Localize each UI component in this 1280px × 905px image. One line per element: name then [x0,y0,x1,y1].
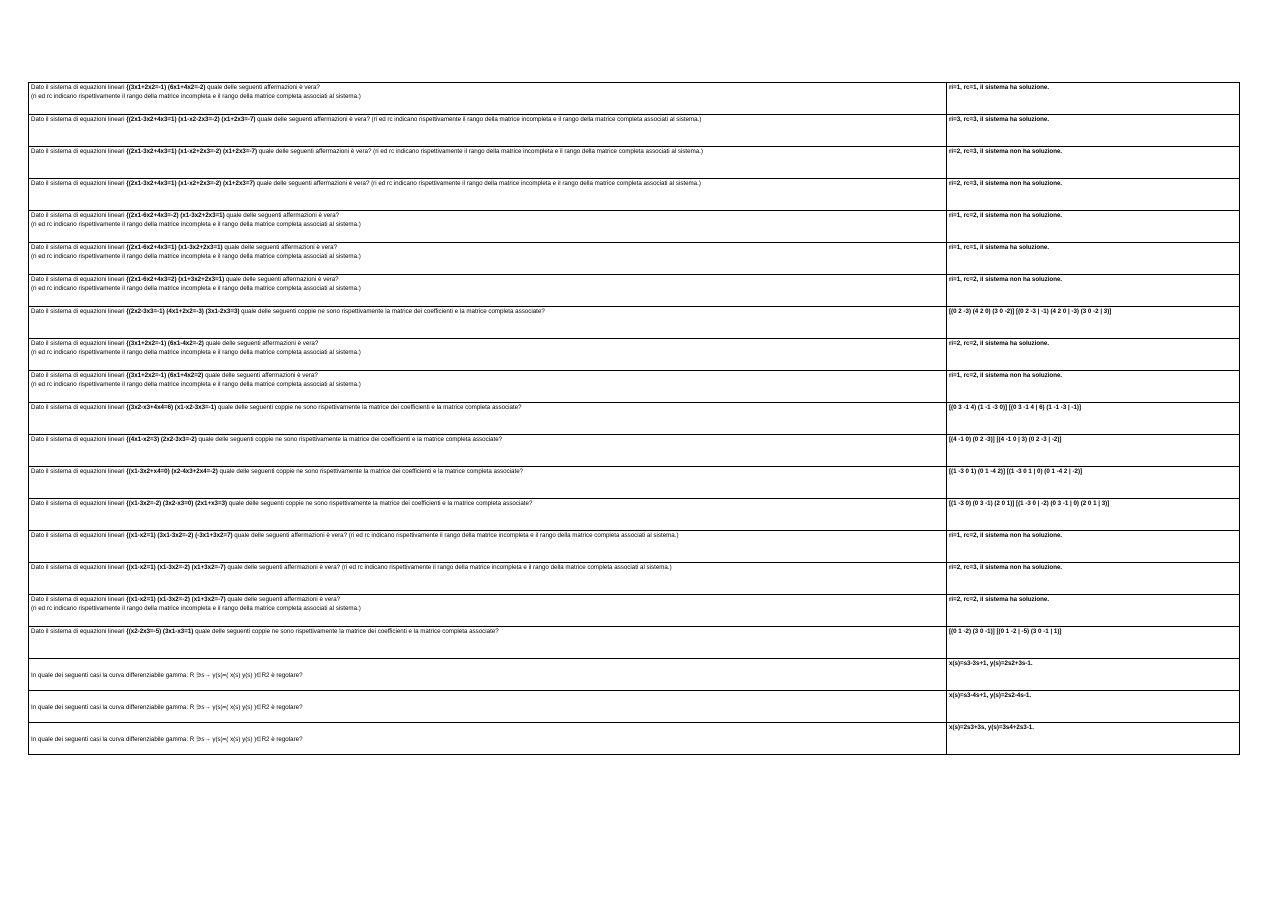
answer-cell[interactable] [947,339,1240,371]
answer-text: ri=2, rc=3, il sistema non ha soluzione. [949,180,1063,187]
answer-text: [(1 -3 0 1) (0 1 -4 2)] [(1 -3 0 1 | 0) (0 1 -4 2 | -2)] [949,468,1083,475]
question-text: Dato il sistema di equazioni lineari [31,628,127,635]
question-text: Dato il sistema di equazioni lineari [31,500,127,507]
question-text: quale delle seguenti affermazioni è vera? [225,596,341,603]
question-text: quale delle seguenti affermazioni è vera? (ri ed rc indicano rispettivamente il rango della matrice incompleta e il rango della matrice completa associati al sistema.) [255,116,702,123]
table-body [29,83,1240,755]
question-line [31,736,944,745]
answer-text: ri=1, rc=1, il sistema ha soluzione. [949,244,1050,251]
question-line [31,349,944,358]
answer-cell[interactable] [947,435,1240,467]
question-text: quale delle seguenti coppie ne sono rispettivamente la matrice dei coefficienti e la matrice completa associate? [193,628,499,635]
equation-system-text: {(2x2-3x3=-1) (4x1+2x2=-3) (3x1-2x3=3) [126,308,240,315]
question-cell[interactable] [29,243,947,275]
question-cell[interactable] [29,179,947,211]
answer-text: [(0 3 -1 4) (1 -1 -3 0)] [(0 3 -1 4 | 6) (1 -1 -3 | -1)] [949,404,1082,411]
question-text: Dato il sistema di equazioni lineari [31,116,127,123]
question-text: Dato il sistema di equazioni lineari [31,308,127,315]
question-cell[interactable] [29,563,947,595]
answer-text: [(1 -3 0) (0 3 -1) (2 0 1)] [(1 -3 0 | -2) (0 3 -1 | 0) (2 0 1 | 3)] [949,500,1110,507]
answer-cell[interactable] [947,147,1240,179]
question-line [31,84,944,93]
answer-cell[interactable] [947,115,1240,147]
question-text: Dato il sistema di equazioni lineari [31,244,127,251]
question-line [31,564,944,573]
answer-text: ri=2, rc=3, il sistema non ha soluzione. [949,148,1063,155]
question-cell[interactable] [29,723,947,755]
answer-text: ri=1, rc=2, il sistema non ha soluzione. [949,276,1063,283]
question-line [31,244,944,253]
equation-system-text: {(3x1+2x2=-1) (6x1+4x2=-2) [126,84,206,91]
equation-system-text: {(3x1+2x2=-1) (6x1-4x2=-2) [126,340,204,347]
table-row [29,691,1240,723]
question-line [31,532,944,541]
question-cell[interactable] [29,275,947,307]
question-line [31,221,944,230]
question-text: quale delle seguenti coppie ne sono rispettivamente la matrice dei coefficienti e la matrice completa associate? [227,500,533,507]
question-cell[interactable] [29,467,947,499]
question-line [31,404,944,413]
question-line [31,672,944,681]
table-row [29,115,1240,147]
question-text: (ri ed rc indicano rispettivamente il rango della matrice incompleta e il rango della matrice completa associati al sistema.) [31,252,361,260]
answer-cell[interactable] [947,371,1240,403]
answer-text: ri=1, rc=2, il sistema non ha soluzione. [949,532,1063,539]
question-text: quale delle seguenti affermazioni è vera? (ri ed rc indicano rispettivamente il rango della matrice incompleta e il rango della matrice completa associati al sistema.) [232,532,679,539]
answer-text: ri=2, rc=2, il sistema ha soluzione. [949,340,1050,347]
table-row [29,435,1240,467]
question-cell[interactable] [29,403,947,435]
table-row [29,211,1240,243]
question-text: Dato il sistema di equazioni lineari [31,340,127,347]
answer-text: x(s)=2s3+3s, y(s)=3s4+2s3-1. [949,724,1034,731]
table-row [29,83,1240,115]
question-text: quale delle seguenti coppie ne sono rispettivamente la matrice dei coefficienti e la matrice completa associate? [216,404,522,411]
answer-text: ri=1, rc=2, il sistema non ha soluzione. [949,212,1063,219]
question-text: quale delle seguenti affermazioni è vera? (ri ed rc indicano rispettivamente il rango della matrice incompleta e il rango della matrice completa associati al sistema.) [225,564,672,571]
answer-text: [(4 -1 0) (0 2 -3)] [(4 -1 0 | 3) (0 2 -3 | -2)] [949,436,1062,443]
question-text: Dato il sistema di equazioni lineari [31,596,127,603]
answer-cell[interactable] [947,211,1240,243]
equation-system-text: {(x1-x2=1) (x1-3x2=-2) (x1+3x2=-7) [126,564,226,571]
answer-cell[interactable] [947,531,1240,563]
table-row [29,531,1240,563]
equation-system-text: {(x1-x2=1) (x1-3x2=-2) (x1+3x2=-7) [126,596,226,603]
question-text: (ri ed rc indicano rispettivamente il rango della matrice incompleta e il rango della matrice completa associati al sistema.) [31,604,361,612]
question-text: Dato il sistema di equazioni lineari [31,180,127,187]
question-text: In quale dei seguenti casi la curva differenziabile gamma: R ∋s→ γ(s)=( x(s) y(s) )∈R2 è regolare? [31,672,303,680]
question-text: quale delle seguenti affermazioni è vera? [222,244,338,251]
question-text: quale delle seguenti affermazioni è vera? [205,84,320,91]
question-text: Dato il sistema di equazioni lineari [31,436,127,443]
answer-text: ri=1, rc=1, il sistema ha soluzione. [949,84,1050,91]
question-text: quale delle seguenti coppie ne sono rispettivamente la matrice dei coefficienti e la matrice completa associate? [217,468,524,475]
question-cell[interactable] [29,659,947,691]
equation-system-text: {(4x1-x2=3) (2x2-3x3=-2) [126,436,197,443]
question-line [31,500,944,509]
question-line [31,596,944,605]
question-text: Dato il sistema di equazioni lineari [31,148,127,155]
answer-text: [(0 2 -3) (4 2 0) (3 0 -2)] [(0 2 -3 | -1) (4 2 0 | -3) (3 0 -2 | 3)] [949,308,1112,315]
equation-system-text: {(x2-2x3=-5) (3x1-x3=1) [126,628,194,635]
question-text: Dato il sistema di equazioni lineari [31,84,127,91]
table-row [29,723,1240,755]
answer-cell[interactable] [947,499,1240,531]
answer-cell[interactable] [947,243,1240,275]
question-text: Dato il sistema di equazioni lineari [31,468,127,475]
table-row [29,371,1240,403]
table-row [29,563,1240,595]
question-text: quale delle seguenti coppie ne sono rispettivamente la matrice dei coefficienti e la matrice completa associate? [196,436,503,443]
question-text: (ri ed rc indicano rispettivamente il rango della matrice incompleta e il rango della matrice completa associati al sistema.) [31,348,361,356]
equation-system-text: {(2x1-3x2+4x3=1) (x1-x2+2x3=-2) (x1+2x3=7) [126,180,255,187]
question-text: quale delle seguenti affermazioni è vera? (ri ed rc indicano rispettivamente il rango della matrice incompleta e il rango della matrice completa associati al sistema.) [254,180,701,187]
question-text: Dato il sistema di equazioni lineari [31,372,127,379]
question-line [31,340,944,349]
answer-cell[interactable] [947,307,1240,339]
question-cell[interactable] [29,115,947,147]
table-row [29,243,1240,275]
question-line [31,212,944,221]
question-line [31,180,944,189]
question-text: quale delle seguenti coppie ne sono rispettivamente la matrice dei coefficienti e la matrice completa associate? [239,308,545,315]
answer-cell[interactable] [947,403,1240,435]
equation-system-text: {(2x1-6x2+4x3=-2) (x1-3x2+2x3=1) [126,212,225,219]
table-row [29,339,1240,371]
question-line [31,704,944,713]
question-text: (ri ed rc indicano rispettivamente il rango della matrice incompleta e il rango della matrice completa associati al sistema.) [31,220,361,228]
question-line [31,308,944,317]
question-cell[interactable] [29,691,947,723]
table-row [29,499,1240,531]
question-line [31,372,944,381]
question-cell[interactable] [29,371,947,403]
answer-cell[interactable] [947,467,1240,499]
question-cell[interactable] [29,307,947,339]
question-cell[interactable] [29,499,947,531]
answer-text: ri=2, rc=2, il sistema ha soluzione. [949,596,1050,603]
question-line [31,276,944,285]
question-line [31,285,944,294]
answer-text: [(0 1 -2) (3 0 -1)] [(0 1 -2 | -5) (3 0 -1 | 1)] [949,628,1062,635]
answer-cell[interactable] [947,275,1240,307]
question-line [31,93,944,102]
question-cell[interactable] [29,627,947,659]
table-row [29,275,1240,307]
answer-text: x(s)=s3-3s+1, y(s)=2s2+3s-1. [949,660,1033,667]
question-cell[interactable] [29,147,947,179]
table-row [29,307,1240,339]
question-text: (ri ed rc indicano rispettivamente il rango della matrice incompleta e il rango della matrice completa associati al sistema.) [31,92,361,100]
question-cell[interactable] [29,211,947,243]
table-row [29,659,1240,691]
question-line [31,468,944,477]
question-cell[interactable] [29,595,947,627]
equation-system-text: {(2x1-6x2+4x3=2) (x1+3x2+2x3=1) [126,276,225,283]
question-text: Dato il sistema di equazioni lineari [31,404,127,411]
question-text: quale delle seguenti affermazioni è vera? [203,340,319,347]
question-text: (ri ed rc indicano rispettivamente il rango della matrice incompleta e il rango della matrice completa associati al sistema.) [31,284,361,292]
equation-system-text: {(2x1-3x2+4x3=1) (x1-x2+2x3=-2) (x1+2x3=-7) [126,148,258,155]
question-line [31,116,944,125]
question-cell[interactable] [29,83,947,115]
table-row [29,147,1240,179]
table-row [29,403,1240,435]
answer-text: ri=2, rc=3, il sistema non ha soluzione. [949,564,1063,571]
table-row [29,627,1240,659]
question-text: quale delle seguenti affermazioni è vera? (ri ed rc indicano rispettivamente il rango della matrice incompleta e il rango della matrice completa associati al sistema.) [257,148,703,155]
equation-system-text: {(x1-x2=1) (3x1-3x2=-2) (-3x1+3x2=7) [126,532,233,539]
question-line [31,148,944,157]
answer-cell[interactable] [947,179,1240,211]
equation-system-text: {(x1-3x2+x4=0) (x2-4x3+2x4=-2) [126,468,218,475]
question-line [31,628,944,637]
equation-system-text: {(3x1+2x2=-1) (6x1+4x2=2) [126,372,204,379]
equation-system-text: {(2x1-6x2+4x3=1) (x1-3x2+2x3=1) [126,244,223,251]
answer-text: x(s)=s3-4s+1, y(s)=2s2-4s-1. [949,692,1032,699]
question-text: Dato il sistema di equazioni lineari [31,564,127,571]
question-line [31,381,944,390]
question-text: In quale dei seguenti casi la curva differenziabile gamma: R ∋s→ γ(s)=( x(s) y(s) )∈R2 è regolare? [31,704,303,712]
question-answer-table [28,82,1240,755]
question-text: Dato il sistema di equazioni lineari [31,532,127,539]
question-text: (ri ed rc indicano rispettivamente il rango della matrice incompleta e il rango della matrice completa associati al sistema.) [31,380,361,388]
table-row [29,595,1240,627]
question-cell[interactable] [29,531,947,563]
answer-cell[interactable] [947,691,1240,723]
answer-text: ri=3, rc=3, il sistema ha soluzione. [949,116,1050,123]
answer-cell[interactable] [947,595,1240,627]
answer-cell[interactable] [947,659,1240,691]
answer-cell[interactable] [947,563,1240,595]
question-text: quale delle seguenti affermazioni è vera? [224,276,339,283]
question-text: Dato il sistema di equazioni lineari [31,212,127,219]
equation-system-text: {(2x1-3x2+4x3=1) (x1-x2-2x3=-2) (x1+2x3=-7) [126,116,256,123]
equation-system-text: {(3x2-x3+4x4=6) (x1-x2-3x3=-1) [126,404,217,411]
answer-text: ri=1, rc=2, il sistema non ha soluzione. [949,372,1063,379]
table-row [29,179,1240,211]
question-line [31,605,944,614]
answer-cell[interactable] [947,83,1240,115]
answer-cell[interactable] [947,627,1240,659]
question-line [31,436,944,445]
question-text: In quale dei seguenti casi la curva differenziabile gamma: R ∋s→ γ(s)=( x(s) y(s) )∈R2 è regolare? [31,736,303,744]
answer-cell[interactable] [947,723,1240,755]
question-text: quale delle seguenti affermazioni è vera? [203,372,318,379]
question-cell[interactable] [29,435,947,467]
table-row [29,467,1240,499]
equation-system-text: {(x1-3x2=-2) (3x2-x3=0) (2x1+x3=3) [126,500,228,507]
question-cell[interactable] [29,339,947,371]
question-text: quale delle seguenti affermazioni è vera? [224,212,340,219]
question-line [31,253,944,262]
question-text: Dato il sistema di equazioni lineari [31,276,127,283]
